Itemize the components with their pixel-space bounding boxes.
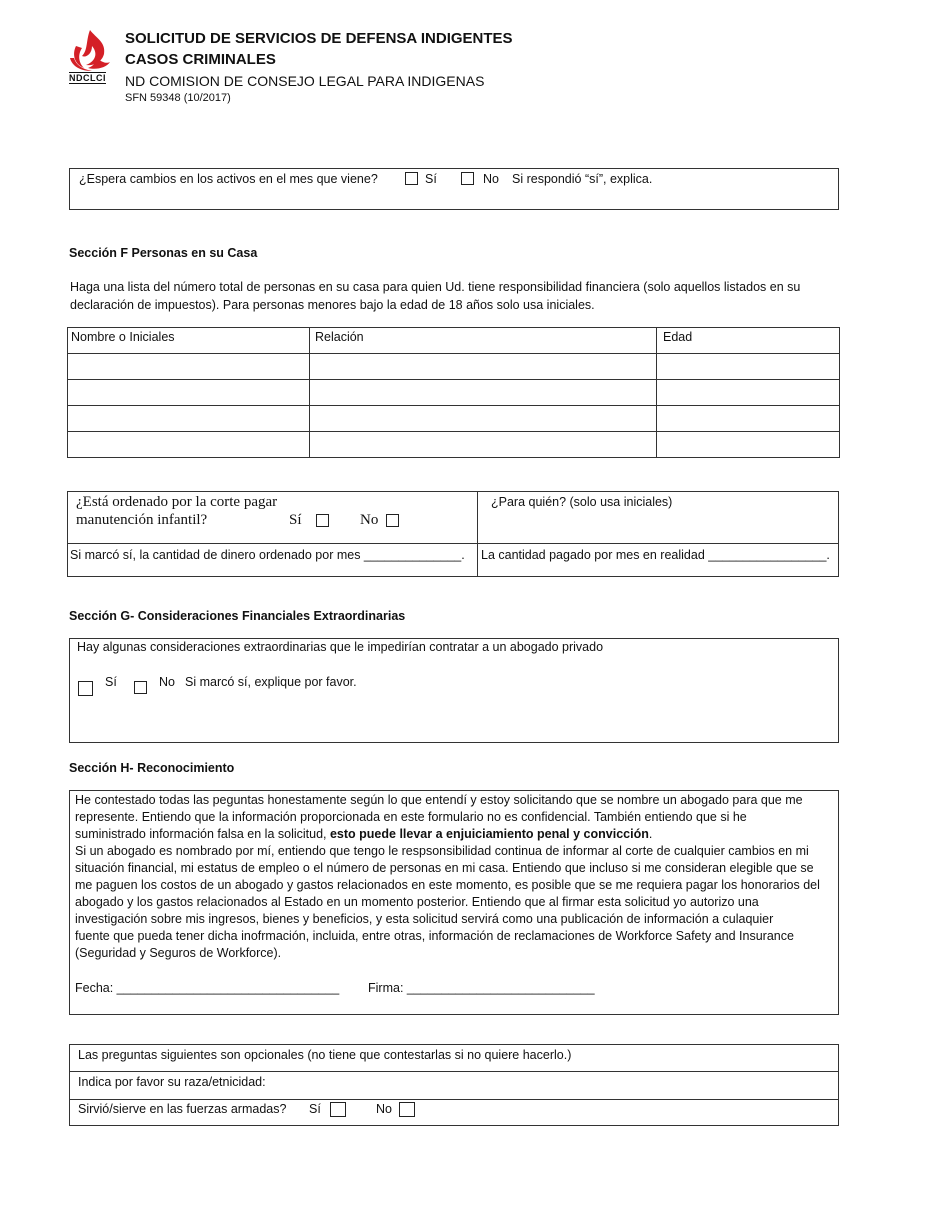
optional-divider-2 (69, 1099, 839, 1100)
section-g-explain: Si marcó sí, explique por favor. (185, 675, 357, 689)
relation-cell[interactable] (310, 380, 657, 406)
household-table (67, 327, 840, 458)
flame-icon (66, 28, 114, 72)
child-support-horizontal-divider (67, 543, 839, 544)
household-header-row (68, 328, 840, 354)
name-cell[interactable] (68, 354, 310, 380)
date-field[interactable]: Fecha: ________________________________ (75, 981, 340, 995)
ack-line: me paguen los costos de un abogado y gastos relacionados en este momento, es posible que se me requiera pagar los honorarios del (75, 878, 820, 892)
form-title-line2: CASOS CRIMINALES (125, 51, 276, 68)
ack-line: investigación sobre mis ingresos, bienes y beneficios, y esta solicitud servirá como una publicación de información a culaquier (75, 912, 774, 926)
age-cell[interactable] (657, 406, 840, 432)
table-row (68, 406, 840, 432)
ack-line-bold-warning: esto puede llevar a enjuiciamiento penal y convicción (329, 827, 649, 841)
column-header-age: Edad (657, 328, 840, 354)
optional-intro: Las preguntas siguientes son opcionales (no tiene que contestarlas si no quiere hacerlo.) (78, 1048, 572, 1062)
child-support-no-label: No (360, 512, 379, 528)
optional-divider-1 (69, 1071, 839, 1072)
age-cell[interactable] (657, 432, 840, 458)
signature-field[interactable]: Firma: ___________________________ (368, 981, 595, 995)
ack-line (75, 826, 652, 842)
relation-cell[interactable] (310, 432, 657, 458)
assets-yes-checkbox[interactable] (405, 172, 418, 185)
ack-line: represente. Entiendo que la información proporcionada en este formulario no es confidencial. También entiendo que si he (75, 810, 747, 824)
child-support-no-checkbox[interactable] (386, 514, 399, 527)
military-no-checkbox[interactable] (399, 1102, 415, 1117)
assets-no-checkbox[interactable] (461, 172, 474, 185)
section-g-yes-label: Sí (105, 675, 117, 689)
age-cell[interactable] (657, 380, 840, 406)
section-g-yes-checkbox[interactable] (78, 681, 93, 696)
column-header-relation: Relación (310, 328, 657, 354)
child-support-question-line1: ¿Está ordenado por la corte pagar (76, 494, 278, 510)
agency-name: ND COMISION DE CONSEJO LEGAL PARA INDIGENAS (125, 73, 485, 89)
column-header-name: Nombre o Iniciales (68, 328, 310, 354)
assets-explain-label: Si respondió “sí”, explica. (512, 172, 653, 186)
ack-line: He contestado todas las peguntas honestamente según lo que entendí y estoy solicitando que se nombre un abogado para que me (75, 793, 803, 807)
assets-no-label: No (483, 172, 499, 186)
child-support-yes-label: Sí (289, 512, 302, 528)
section-f-instructions-line2: declaración de impuestos). Para personas menores bajo la edad de 18 años solo usa iniciales. (70, 298, 595, 312)
military-yes-checkbox[interactable] (330, 1102, 346, 1117)
section-g-no-checkbox[interactable] (134, 681, 147, 694)
table-row (68, 354, 840, 380)
section-h-heading: Sección H- Reconocimiento (69, 761, 235, 775)
section-f-instructions-line1: Haga una lista del número total de personas en su casa para quien Ud. tiene responsibilidad financiera (solo aquellos listados en su (70, 280, 801, 294)
ack-line: situación financial, mi estatus de empleo o el número de personas en mi casa. Entiendo que incluso si me consideran elegible que se (75, 861, 814, 875)
form-number: SFN 59348 (10/2017) (125, 92, 231, 104)
name-cell[interactable] (68, 406, 310, 432)
section-g-heading: Sección G- Consideraciones Financiales Extraordinarias (69, 609, 406, 623)
military-question: Sirvió/sierve en las fuerzas armadas? (78, 1102, 287, 1116)
child-support-for-whom: ¿Para quién? (solo usa iniciales) (491, 495, 673, 509)
child-support-vertical-divider (477, 491, 478, 577)
logo-text: NDCLCI (69, 73, 106, 83)
section-g-question: Hay algunas consideraciones extraordinarias que le impedirían contratar a un abogado privado (77, 640, 604, 654)
section-f-heading: Sección F Personas en su Casa (69, 246, 258, 260)
table-row (68, 432, 840, 458)
ack-line: (Seguridad y Seguros de Workforce). (75, 946, 282, 960)
child-support-question-line2: manutención infantil? (76, 512, 208, 528)
relation-cell[interactable] (310, 406, 657, 432)
military-yes-label: Sí (309, 1102, 321, 1116)
race-ethnicity-field[interactable]: Indica por favor su raza/etnicidad: (78, 1075, 266, 1089)
military-no-label: No (376, 1102, 392, 1116)
form-title-line1: SOLICITUD DE SERVICIOS DE DEFENSA INDIGENTES (125, 30, 513, 47)
ack-line-end: . (648, 827, 653, 841)
assets-yes-label: Sí (425, 172, 437, 186)
assets-change-question: ¿Espera cambios en los activos en el mes que viene? (79, 172, 378, 186)
ack-line-normal: suministrado información falsa en la solicitud, (75, 827, 330, 841)
relation-cell[interactable] (310, 354, 657, 380)
ack-line: fuente que pueda tener dicha inofrmación, incluida, entre otras, información de reclamaciones de Workforce Safety and Insurance (75, 929, 794, 943)
name-cell[interactable] (68, 380, 310, 406)
amount-ordered-field[interactable]: Si marcó sí, la cantidad de dinero ordenado por mes ______________. (70, 548, 465, 562)
child-support-yes-checkbox[interactable] (316, 514, 329, 527)
table-row (68, 380, 840, 406)
ndclci-logo (66, 28, 114, 84)
name-cell[interactable] (68, 432, 310, 458)
amount-paid-field[interactable]: La cantidad pagado por mes en realidad _________________. (481, 548, 830, 562)
ack-line: abogado y los gastos relacionados al Estado en un momento posterior. Entiendo que al firmar esta solicitud yo autorizo una (75, 895, 759, 909)
section-g-no-label: No (159, 675, 175, 689)
age-cell[interactable] (657, 354, 840, 380)
ack-line: Si un abogado es nombrado por mí, entiendo que tengo le respsonsibilidad continua de informar al corte de cualquier cambios en mi (75, 844, 809, 858)
